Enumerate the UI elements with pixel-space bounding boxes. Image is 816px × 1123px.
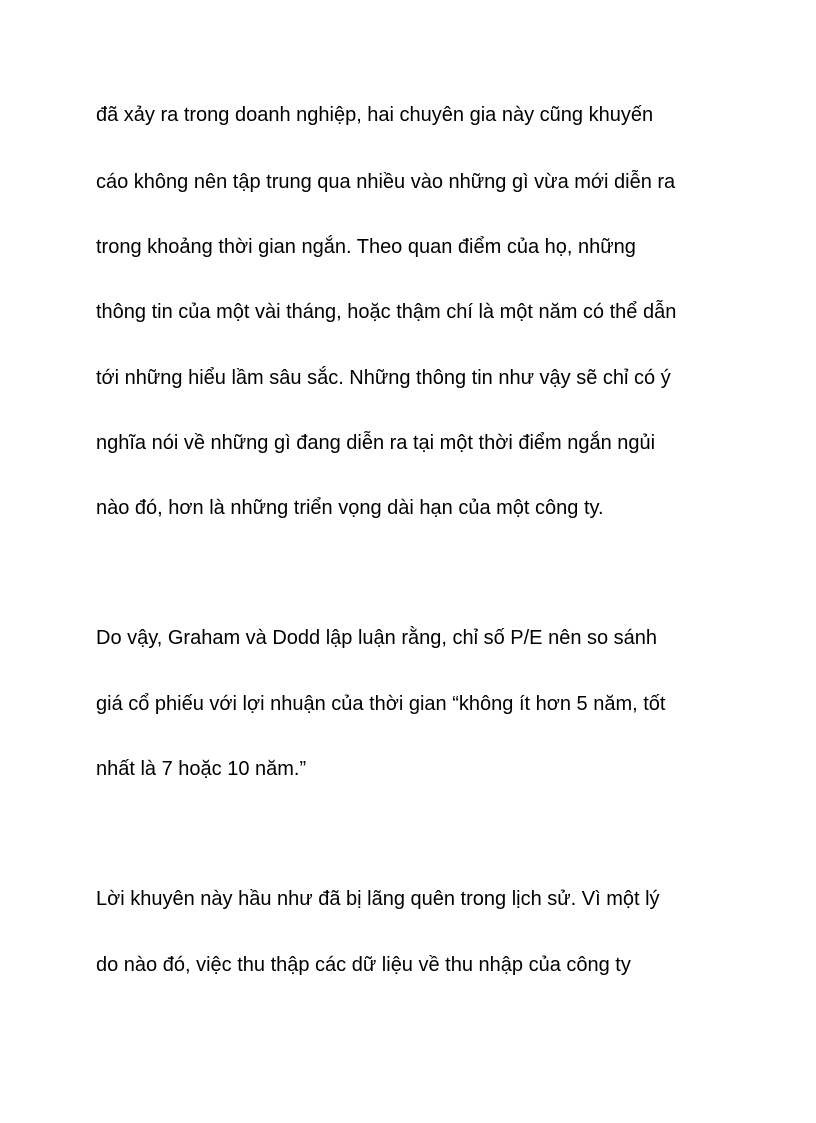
paragraph-1-line-3: trong khoảng thời gian ngắn. Theo quan điểm của họ, những [96, 236, 636, 258]
paragraph-3-line-1: Lời khuyên này hầu như đã bị lãng quên trong lịch sử. Vì một lý [96, 888, 660, 910]
paragraph-1-line-6: nghĩa nói về những gì đang diễn ra tại một thời điểm ngắn ngủi [96, 432, 656, 454]
paragraph-1-line-7: nào đó, hơn là những triển vọng dài hạn của một công ty. [96, 497, 604, 519]
paragraph-2-line-3: nhất là 7 hoặc 10 năm.” [96, 758, 307, 780]
paragraph-1-line-2: cáo không nên tập trung qua nhiều vào những gì vừa mới diễn ra [96, 171, 676, 193]
paragraph-1-line-4: thông tin của một vài tháng, hoặc thậm chí là một năm có thể dẫn [96, 301, 677, 323]
paragraph-1-line-1: đã xảy ra trong doanh nghiệp, hai chuyên gia này cũng khuyến [96, 104, 654, 126]
paragraph-3-line-2: do nào đó, việc thu thập các dữ liệu về thu nhập của công ty [96, 954, 631, 976]
paragraph-1-line-5: tới những hiểu lầm sâu sắc. Những thông tin như vậy sẽ chỉ có ý [96, 367, 671, 389]
paragraph-2-line-1: Do vậy, Graham và Dodd lập luận rằng, chỉ số P/E nên so sánh [96, 627, 658, 649]
paragraph-2-line-2: giá cổ phiếu với lợi nhuận của thời gian “không ít hơn 5 năm, tốt [96, 693, 666, 715]
